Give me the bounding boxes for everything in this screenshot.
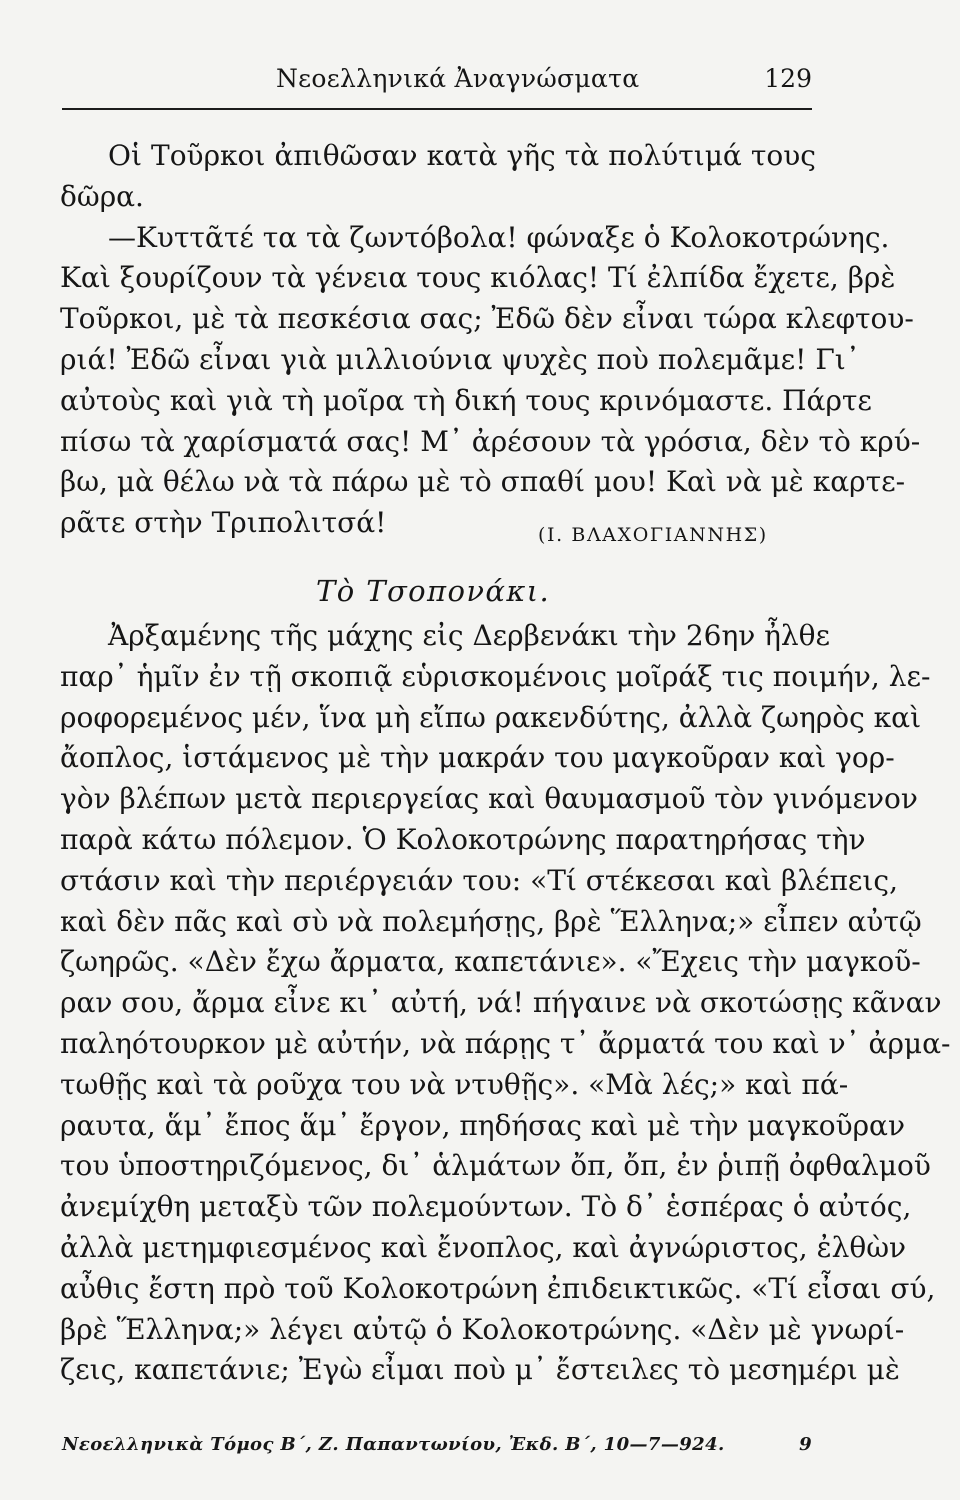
text-line: Οἱ Τοῦρκοι ἀπιθῶσαν κατὰ γῆς τὰ πολύτιμά τους — [108, 139, 816, 172]
text-line: καὶ δὲν πᾶς καὶ σὺ νὰ πολεμήσῃς, βρὲ Ἕλληνα;» εἶπεν αὐτῷ — [60, 904, 922, 938]
text-line: ραν σου, ἄρμα εἶνε κι᾿ αὐτή, νά! πήγαινε νὰ σκοτώσῃς κᾶναν — [60, 986, 942, 1020]
signature-mark: 9 — [799, 1434, 812, 1455]
section-title: Τὸ Τσοπονάκι. — [316, 574, 551, 608]
text-line: ἄοπλος, ἱστάμενος μὲ τὴν μακράν του μαγκοῦραν καὶ γορ- — [60, 741, 895, 775]
footer-imprint: Νεοελληνικὰ Τόμος Β΄, Ζ. Παπαντωνίου, Ἐκδ. Β΄, 10—7—924. — [62, 1434, 725, 1455]
text-line: γὸν βλέπων μετὰ περιεργείας καὶ θαυμασμοῦ τὸν γινόμενον — [60, 782, 918, 816]
running-head — [62, 64, 812, 98]
text-line: ριά! Ἐδῶ εἶναι γιὰ μιλλιούνια ψυχὲς ποὺ πολεμᾶμε! Γι᾿ — [60, 342, 860, 376]
text-line: ροφορεμένος μέν, ἵνα μὴ εἴπω ρακενδύτης, ἀλλὰ ζωηρὸς καὶ — [60, 700, 922, 734]
text-line: παρ᾿ ἡμῖν ἐν τῇ σκοπιᾷ εὑρισκομένοις μοῖράξ τις ποιμήν, λε- — [60, 659, 931, 693]
text-line: —Κυττᾶτέ τα τὰ ζωντόβολα! φώναξε ὁ Κολοκοτρώνης. — [108, 220, 890, 254]
text-line: πίσω τὰ χαρίσματά σας! Μ᾿ ἀρέσουν τὰ γρόσια, δὲν τὸ κρύ- — [60, 424, 921, 458]
text-line: παληότουρκον μὲ αὐτήν, νὰ πάρῃς τ᾿ ἄρματά του καὶ ν᾿ ἀρμα- — [60, 1026, 951, 1060]
running-title: Νεοελληνικά Ἀναγνώσματα — [276, 64, 640, 93]
text-line: ρᾶτε στὴν Τριπολιτσά! — [60, 506, 387, 540]
text-line: στάσιν καὶ τὴν περιέργειάν του: «Τί στέκεσαι καὶ βλέπεις, — [60, 863, 898, 897]
author-signature: (Ι. ΒΛΑΧΟΓΙΑΝΝΗΣ) — [538, 524, 768, 546]
text-line: αὐτοὺς καὶ γιὰ τὴ μοῖρα τὴ δική τους κρινόμαστε. Πάρτε — [60, 383, 872, 417]
page-number: 129 — [764, 64, 812, 93]
text-line: Καὶ ξουρίζουν τὰ γένεια τους κιόλας! Τί ἐλπίδα ἔχετε, βρὲ — [60, 261, 896, 295]
passage-vlachogiannis — [60, 136, 921, 544]
text-line: βω, μὰ θέλω νὰ τὰ πάρω μὲ τὸ σπαθί μου! Καὶ νὰ μὲ καρτε- — [60, 465, 906, 499]
text-line: Τοῦρκοι, μὲ τὰ πεσκέσια σας; Ἐδῶ δὲν εἶναι τώρα κλεφτου- — [60, 302, 914, 336]
header-rule — [62, 108, 812, 110]
page-footer — [62, 1434, 812, 1455]
text-line: ἀλλὰ μετημφιεσμένος καὶ ἔνοπλος, καὶ ἀγνώριστος, ἐλθὼν — [60, 1230, 907, 1264]
passage-tsoponaki — [60, 616, 951, 1391]
text-line: του ὑποστηριζόμενος, δι᾿ ἁλμάτων ὄπ, ὄπ, ἐν ῥιπῇ ὀφθαλμοῦ — [60, 1149, 931, 1183]
text-line: παρὰ κάτω πόλεμον. Ὁ Κολοκοτρώνης παρατηρήσας τὴν — [60, 822, 866, 856]
text-line: αὖθις ἔστη πρὸ τοῦ Κολοκοτρώνη ἐπιδεικτικῶς. «Τί εἶσαι σύ, — [60, 1271, 936, 1305]
text-line: ζεις, καπετάνιε; Ἐγὼ εἶμαι ποὺ μ᾿ ἔστειλες τὸ μεσημέρι μὲ — [60, 1353, 900, 1387]
text-line: τωθῇς καὶ τὰ ροῦχα του νὰ ντυθῇς». «Μὰ λές;» καὶ πά- — [60, 1067, 849, 1101]
text-line: ραυτα, ἅμ᾿ ἔπος ἅμ᾿ ἔργον, πηδήσας καὶ μὲ τὴν μαγκοῦραν — [60, 1108, 905, 1142]
text-line: Ἀρξαμένης τῆς μάχης εἰς Δερβενάκι τὴν 26ην ἦλθε — [108, 619, 831, 652]
text-line: δῶρα. — [60, 179, 144, 213]
text-line: ζωηρῶς. «Δὲν ἔχω ἄρματα, καπετάνιε». «Ἔχεις τὴν μαγκοῦ- — [60, 945, 921, 979]
text-line: ἀνεμίχθη μεταξὺ τῶν πολεμούντων. Τὸ δ᾿ ἑσπέρας ὁ αὐτός, — [60, 1190, 912, 1224]
text-line: βρὲ Ἕλληνα;» λέγει αὐτῷ ὁ Κολοκοτρώνης. «Δὲν μὲ γνωρί- — [60, 1312, 905, 1346]
